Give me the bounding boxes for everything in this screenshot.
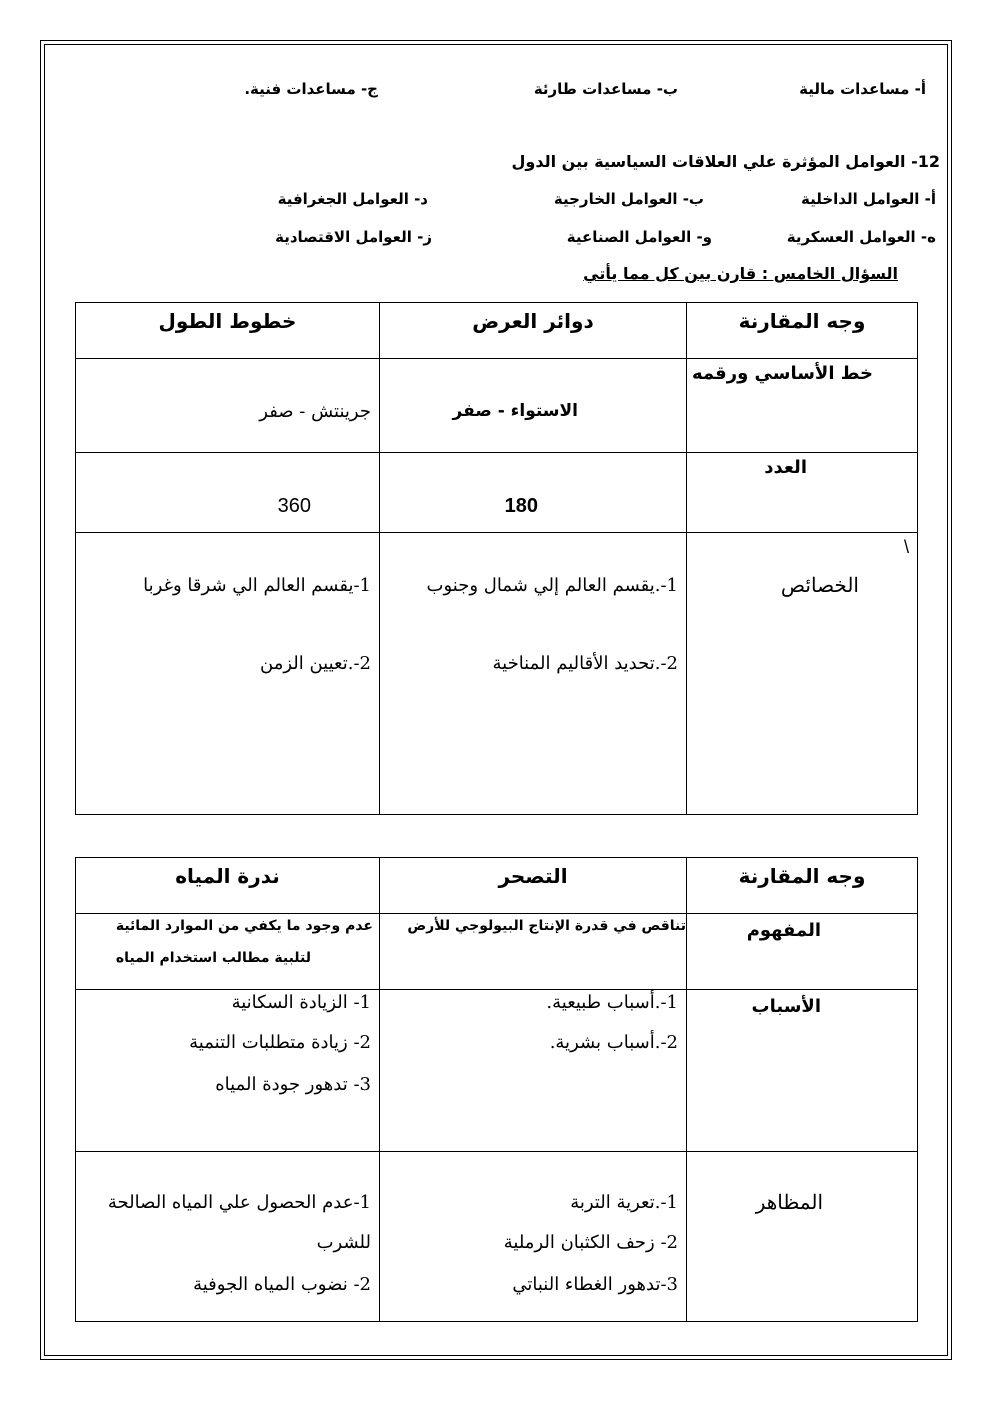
table2-row-causes-water-cell bbox=[76, 990, 380, 1152]
table2-header-aspect: وجه المقارنة bbox=[687, 858, 918, 914]
table2-row-causes-water-1: 1- الزيادة السكانية bbox=[231, 992, 371, 1013]
table1-row-features-latitude-cell bbox=[380, 533, 687, 815]
q12-option-z: ز- العوامل الاقتصادية bbox=[275, 228, 432, 246]
comparison-table-desertification-water bbox=[75, 857, 918, 1322]
table1-row-count-label-cell bbox=[687, 453, 918, 533]
q12-option-w: و- العوامل الصناعية bbox=[566, 228, 712, 246]
comparison-table-latitude-longitude bbox=[75, 302, 918, 815]
table2-row-causes-label-cell bbox=[687, 990, 918, 1152]
table1-header-longitude: خطوط الطول bbox=[76, 303, 380, 359]
table1-row-count-latitude: 180 bbox=[504, 495, 538, 517]
table1-header-aspect: وجه المقارنة bbox=[687, 303, 918, 359]
table2-row-causes-water-3: 3- تدهور جودة المياه bbox=[215, 1074, 371, 1095]
table2-row-causes-desertification-1: 1-.أسباب طبيعية. bbox=[546, 992, 678, 1013]
table2-row-phenomena-desertification-3: 3-تدهور الغطاء النباتي bbox=[512, 1274, 678, 1295]
table2-row-phenomena-water-3: 2- نضوب المياه الجوفية bbox=[193, 1274, 371, 1295]
table1-row-baseline-longitude-cell bbox=[76, 359, 380, 453]
table2-row-phenomena-water-1: 1-عدم الحصول علي المياه الصالحة bbox=[107, 1192, 371, 1213]
q12-option-h: ه- العوامل العسكرية bbox=[786, 228, 936, 246]
table2-row-phenomena-water-cell bbox=[76, 1152, 380, 1322]
q11-option-a: أ- مساعدات مالية bbox=[799, 80, 926, 98]
table1-row-count-label: العدد bbox=[764, 457, 807, 478]
table2-row-concept-desertification-cell bbox=[380, 914, 687, 990]
table1-row-count-longitude-cell bbox=[76, 453, 380, 533]
table2-row-phenomena-desertification-cell bbox=[380, 1152, 687, 1322]
q11-option-c: ج- مساعدات فنية. bbox=[244, 80, 378, 98]
table1-row-baseline-longitude: جرينتش - صفر bbox=[259, 401, 371, 422]
table2-row-phenomena-label: المظاهر bbox=[755, 1190, 823, 1214]
table1-row-baseline-label: خط الأساسي ورقمه bbox=[691, 363, 873, 384]
table2-row-causes-desertification-cell bbox=[380, 990, 687, 1152]
table1-header-latitude: دوائر العرض bbox=[380, 303, 687, 359]
table2-header-desertification: التصحر bbox=[380, 858, 687, 914]
table2-row-concept-label-cell bbox=[687, 914, 918, 990]
table1-row-features-longitude-cell bbox=[76, 533, 380, 815]
table1-row-features-label-cell bbox=[687, 533, 918, 815]
table1-row-baseline-label-cell bbox=[687, 359, 918, 453]
table2-row-phenomena-desertification-2: 2- زحف الكثبان الرملية bbox=[503, 1232, 678, 1253]
table1-row-features-latitude-1: 1-.يقسم العالم إلي شمال وجنوب bbox=[426, 575, 678, 596]
table1-row-features-latitude-2: 2-.تحديد الأقاليم المناخية bbox=[492, 653, 678, 674]
q11-option-b: ب- مساعدات طارئة bbox=[533, 80, 678, 98]
table1-row-count-latitude-cell bbox=[380, 453, 687, 533]
table1-row-features-longitude-2: 2-.تعيين الزمن bbox=[260, 653, 371, 674]
q12-option-d: د- العوامل الجغرافية bbox=[277, 190, 428, 208]
table2-header-water-scarcity: ندرة المياه bbox=[76, 858, 380, 914]
table2-row-concept-desertification: تناقص في قدرة الإنتاج البيولوجي للأرض bbox=[407, 918, 686, 934]
q12-option-a: أ- العوامل الداخلية bbox=[800, 190, 936, 208]
table2-row-phenomena-label-cell bbox=[687, 1152, 918, 1322]
q5-title: السؤال الخامس : قارن بين كل مما يأتي bbox=[583, 264, 898, 283]
table1-row-count-longitude: 360 bbox=[277, 495, 311, 517]
table2-row-concept-water-cell bbox=[76, 914, 380, 990]
table2-row-phenomena-desertification-1: 1-.تعرية التربة bbox=[570, 1192, 678, 1213]
table2-row-concept-water-2: لتلبية مطالب استخدام المياه bbox=[115, 950, 311, 966]
table1-row-features-longitude-1: 1-يقسم العالم الي شرقا وغربا bbox=[143, 575, 371, 596]
table1-row-baseline-latitude-cell bbox=[380, 359, 687, 453]
table2-row-concept-water-1: عدم وجود ما يكفي من الموارد المائية bbox=[115, 918, 373, 934]
table1-row-baseline-latitude: الاستواء - صفر bbox=[452, 401, 578, 421]
table2-row-causes-label: الأسباب bbox=[751, 996, 821, 1017]
table2-row-phenomena-water-2: للشرب bbox=[316, 1232, 371, 1253]
table1-row-features-label: الخصائص bbox=[780, 573, 859, 597]
q12-title: 12- العوامل المؤثرة علي العلاقات السياسية بين الدول bbox=[511, 152, 940, 171]
table1-stray-mark: \ bbox=[903, 537, 909, 557]
table2-row-causes-water-2: 2- زيادة متطلبات التنمية bbox=[189, 1032, 371, 1053]
table2-row-concept-label: المفهوم bbox=[746, 920, 821, 941]
q12-option-b: ب- العوامل الخارجية bbox=[553, 190, 704, 208]
table2-row-causes-desertification-2: 2-.أسباب بشرية. bbox=[549, 1032, 678, 1053]
